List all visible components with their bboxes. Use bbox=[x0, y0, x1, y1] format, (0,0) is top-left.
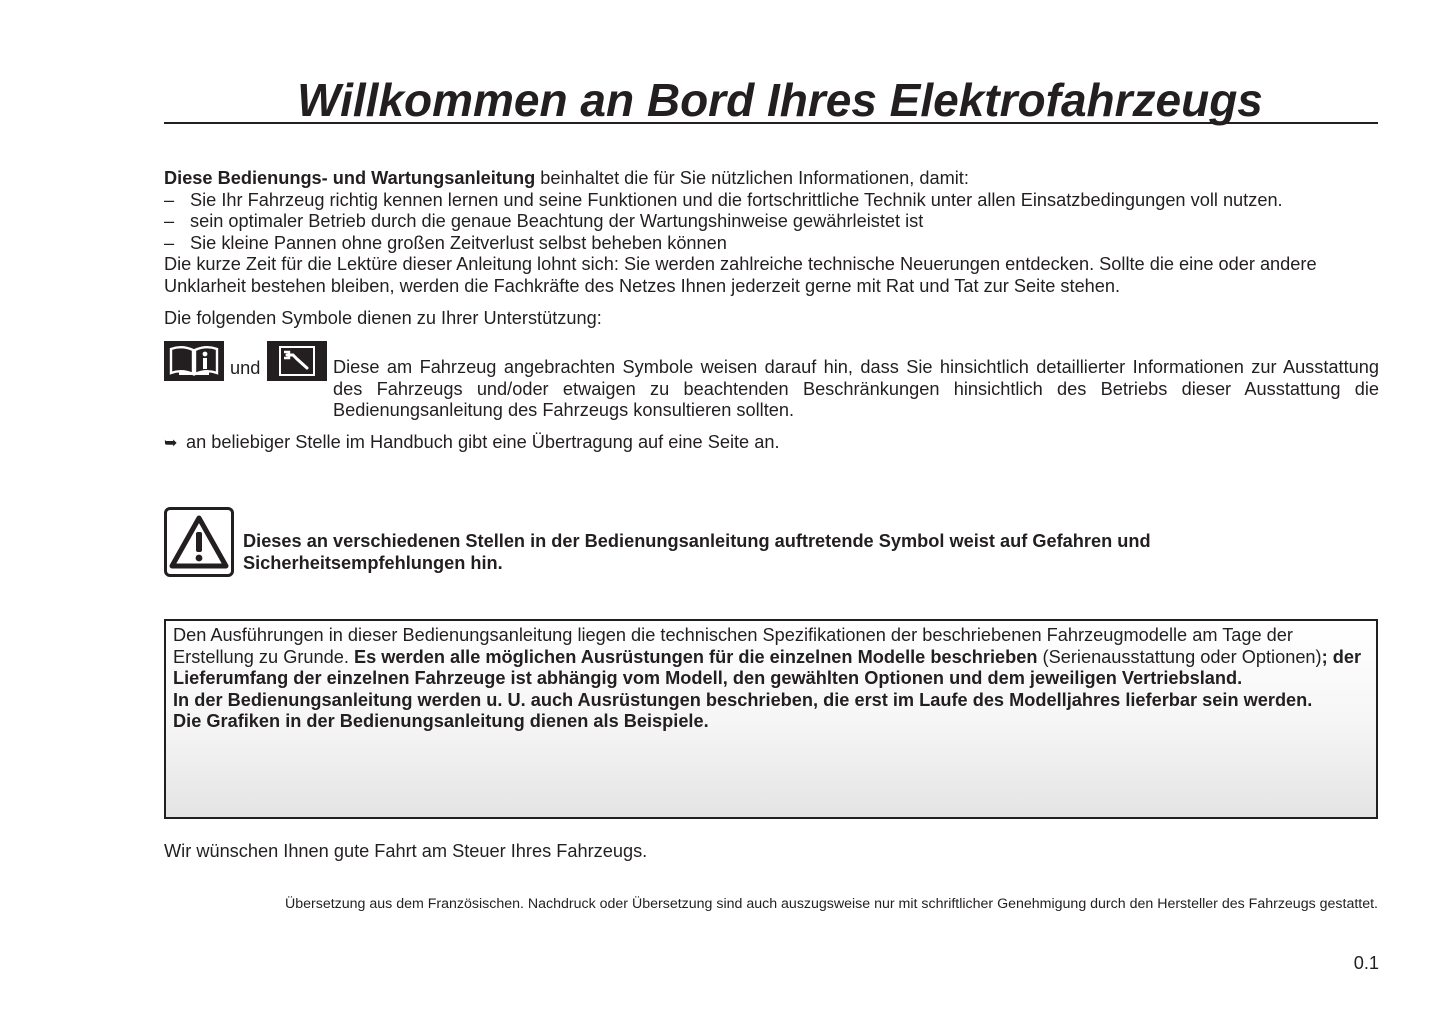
warning-triangle-icon bbox=[164, 507, 234, 577]
symbol-connector: und bbox=[230, 358, 261, 378]
copyright-footnote: Übersetzung aus dem Französischen. Nachdruck oder Übersetzung sind auch auszugsweise nur mit schriftlicher Genehmigung durch den Hersteller des Fahrzeugs gestattet. bbox=[285, 896, 1378, 912]
intro-lead-rest: beinhaltet die für Sie nützlichen Informationen, damit: bbox=[535, 168, 969, 188]
warning-text: Dieses an verschiedenen Stellen in der Bedienungsanleitung auftretende Symbol weist auf Gefahren und Sicherheitsempfehlungen hin. bbox=[243, 531, 1151, 573]
symbol-row bbox=[164, 341, 1380, 425]
list-item bbox=[164, 190, 1380, 212]
list-item-text: Sie kleine Pannen ohne großen Zeitverlust selbst beheben können bbox=[190, 232, 727, 253]
notice-part2: Es werden alle möglichen Ausrüstungen für die einzelnen Modelle beschrieben bbox=[353, 646, 1038, 667]
notice-part4: ; der Lieferumfang der einzelnen Fahrzeuge ist abhängig vom Modell, den gewählten Optionen und dem jeweiligen Vertriebsland. bbox=[173, 646, 1362, 688]
notice-part1: Den Ausführungen in dieser Bedienungsanleitung liegen die technischen Spezifikationen der beschriebenen Fahrzeugmodelle am Tage der Erstellung zu Grunde. bbox=[173, 625, 1293, 667]
symbol-description: Diese am Fahrzeug angebrachten Symbole weisen darauf hin, dass Sie hinsichtlich detaillierter Informationen zur Ausstattung des Fahrzeugs und/oder etwaigen zu beachtenden Beschränkungen hinsichtlich des Betriebs dieser Ausstattung die Bedienungsanleitung des Fahrzeugs konsultieren sollten. bbox=[333, 357, 1379, 420]
intro-closing: Die kurze Zeit für die Lektüre dieser Anleitung lohnt sich: Sie werden zahlreiche technische Neuerungen entdecken. Sollte die eine oder andere Unklarheit bestehen bleiben, werden die Fachkräfte des Netzes Ihnen jederzeit gerne mit Rat und Tat zur Seite stehen. bbox=[164, 254, 1317, 296]
page-title: Willkommen an Bord Ihres Elektrofahrzeugs bbox=[297, 74, 1263, 126]
page-number: 0.1 bbox=[1353, 953, 1379, 973]
reference-note-text: an beliebiger Stelle im Handbuch gibt eine Übertragung auf eine Seite an. bbox=[186, 432, 780, 452]
notice-line2: In der Bedienungsanleitung werden u. U. auch Ausrüstungen beschrieben, die erst im Laufe des Modelljahres lieferbar sein werden. bbox=[173, 689, 1313, 710]
dash-bullet: – bbox=[164, 211, 175, 231]
list-item bbox=[164, 233, 1380, 255]
title-rule bbox=[164, 72, 1378, 124]
farewell-text: Wir wünschen Ihnen gute Fahrt am Steuer Ihres Fahrzeugs. bbox=[164, 841, 648, 861]
notice-line3: Die Grafiken in der Bedienungsanleitung dienen als Beispiele. bbox=[173, 711, 709, 731]
wrench-service-icon bbox=[267, 341, 327, 381]
warning-block bbox=[164, 507, 1380, 579]
notice-text bbox=[166, 621, 1376, 733]
list-item bbox=[164, 211, 1380, 233]
notice-part3: (Serienausstattung oder Optionen) bbox=[1037, 646, 1322, 667]
list-item-text: sein optimaler Betrieb durch die genaue Beachtung der Wartungshinweise gewährleistet ist bbox=[190, 211, 924, 231]
dash-bullet: – bbox=[164, 232, 175, 253]
list-item-text: Sie Ihr Fahrzeug richtig kennen lernen und seine Funktionen und die fortschrittliche Technik unter allen Einsatzbedingungen voll nutzen. bbox=[190, 189, 1283, 210]
book-info-icon bbox=[164, 341, 224, 381]
symbols-intro: Die folgenden Symbole dienen zu Ihrer Unterstützung: bbox=[164, 308, 602, 328]
intro-lead-bold: Diese Bedienungs- und Wartungsanleitung bbox=[164, 168, 536, 188]
page-reference-arrow-icon: ➥ bbox=[164, 435, 178, 452]
reference-note bbox=[164, 431, 780, 455]
notice-box bbox=[164, 619, 1378, 819]
dash-bullet: – bbox=[164, 189, 175, 210]
intro-lead bbox=[164, 168, 1380, 190]
intro-section bbox=[164, 168, 1380, 297]
